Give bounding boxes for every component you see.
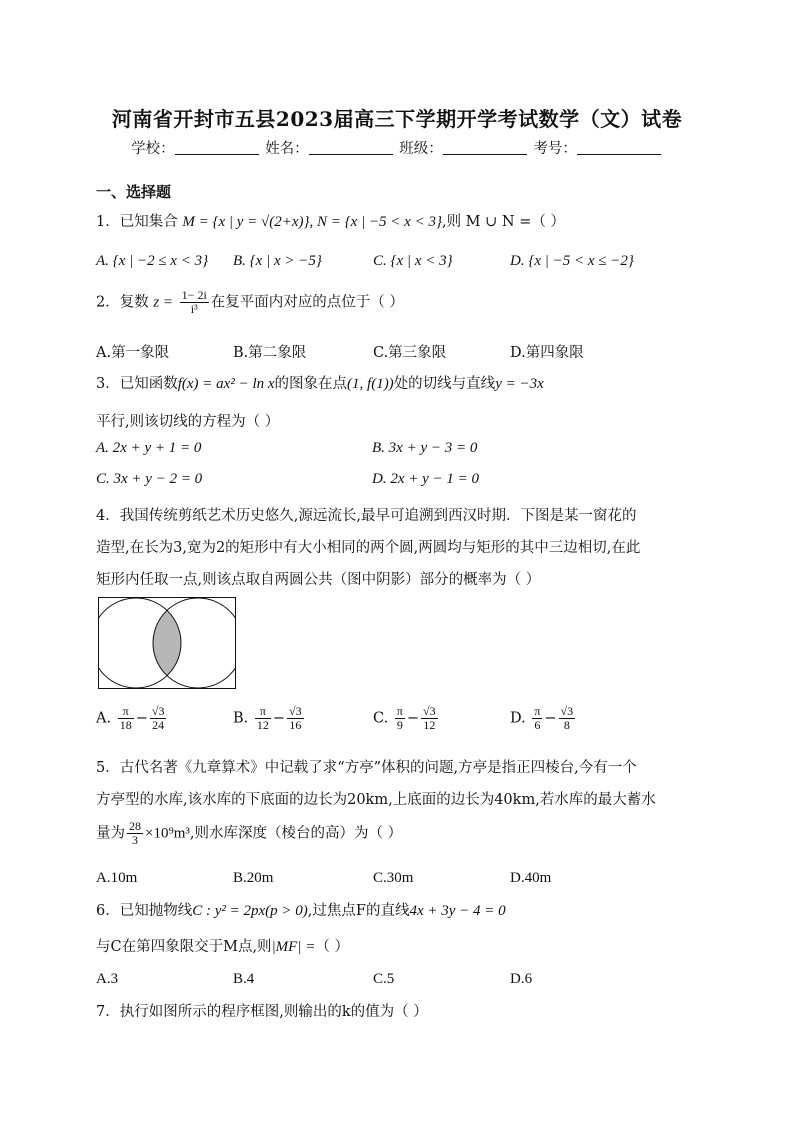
q6-number: 6．: [96, 903, 120, 919]
q3-text-a: 已知函数: [119, 376, 178, 392]
q6-option-a: A.3: [96, 971, 119, 987]
q6-stem-line2: [96, 935, 349, 956]
q4-c-num1: π: [396, 704, 403, 718]
q4-a-den2: 24: [152, 718, 165, 732]
q3-line: y = −3x: [495, 376, 544, 392]
q5-option-d: D.40m: [510, 870, 552, 886]
q1-option-c: C. {x | x < 3}: [373, 253, 453, 269]
q4-a-label: A.: [96, 710, 112, 727]
class-blank: [443, 140, 527, 155]
q5-text-a: 量为: [96, 825, 125, 842]
q4-b-num2: √3: [289, 704, 302, 718]
page-title: 河南省开封市五县2023届高三下学期开学考试数学（文）试卷: [111, 107, 683, 131]
q4-a-num1: π: [118, 705, 134, 719]
q4-option-a: A. $\frac{\pi}{18}$ − $\frac{√3}{24}$: [96, 704, 165, 732]
q5-volume: ×10⁹m³: [145, 825, 190, 842]
q2-stem: [96, 289, 404, 316]
q1-option-b: B. {x | x > −5}: [233, 253, 322, 269]
q5-line1-text: 古代名著《九章算术》中记载了求“方亭”体积的问题,方亭是指正四棱台,今有一个: [119, 760, 637, 776]
q6-stem-line1: [96, 899, 506, 920]
q4-a-num2: √3: [151, 704, 165, 718]
q5-frac-num: 28: [129, 819, 141, 833]
q3-option-a: A. 2x + y + 1 = 0: [96, 440, 202, 456]
q4-option-c: C. $\frac{\pi}{9}$ − $\frac{√3}{12}$: [373, 704, 436, 732]
q3-stem-line1: [96, 372, 544, 393]
q1-stem: [96, 210, 565, 231]
q6-option-c: C.5: [373, 971, 395, 987]
q1-option-d: D. {x | −5 < x ≤ −2}: [510, 253, 634, 269]
q6-text-b: ,过焦点F的直线: [307, 903, 410, 919]
q2-frac-den: i³: [190, 302, 198, 316]
q5-number: 5．: [96, 760, 120, 776]
q6-option-b: B.4: [233, 971, 255, 987]
q5-stem-line1: [96, 756, 637, 777]
q6-text-a: 已知抛物线: [119, 903, 193, 919]
q3-text-c: 处的切线与直线: [393, 376, 496, 392]
window-flower-figure: [98, 597, 236, 689]
q3-point: (1, f(1)): [347, 376, 394, 392]
q3-stem-line2: 平行,则该切线的方程为（ ）: [96, 414, 280, 430]
q3-option-b: B. 3x + y − 3 = 0: [372, 440, 478, 456]
q4-c-den1: 9: [396, 718, 403, 732]
q4-d-den2: 8: [563, 718, 570, 732]
q6-text-d: （ ）: [315, 939, 349, 955]
q7-number: 7．: [96, 1004, 120, 1020]
section-heading: 一、选择题: [96, 183, 172, 201]
q6-option-d: D.6: [510, 971, 533, 987]
q2-pre: 复数: [119, 294, 149, 311]
name-blank: [309, 140, 393, 155]
q3-function: f(x) = ax² − ln x: [177, 376, 275, 392]
q4-option-b: B. $\frac{\pi}{12}$ − $\frac{√3}{16}$: [233, 704, 302, 732]
school-blank: [175, 140, 259, 155]
q4-d-num1: π: [534, 704, 541, 718]
q1-set-n: , N = {x | −5 < x < 3}: [309, 214, 442, 230]
q6-line: 4x + 3y − 4 = 0: [409, 903, 506, 919]
q2-option-c: C.第三象限: [373, 345, 447, 361]
q5-frac-den: 3: [132, 833, 138, 847]
q2-z: z =: [153, 294, 174, 311]
q3-option-c: C. 3x + y − 2 = 0: [96, 471, 203, 487]
q2-fraction: [180, 289, 209, 316]
q5-text-c: ,则水库深度（棱台的高）为（ ）: [189, 825, 403, 842]
school-label: 学校：: [131, 141, 175, 157]
q4-stem-line3: 矩形内任取一点,则该点取自两圆公共（图中阴影）部分的概率为（ ）: [96, 572, 541, 588]
q2-frac-num: 1− 2i: [181, 288, 207, 302]
q1-number: 1．: [96, 214, 120, 230]
q2-tail: 在复平面内对应的点位于（ ）: [210, 294, 404, 311]
q4-option-d: D. $\frac{\pi}{6}$ − $\frac{√3}{8}$: [510, 704, 574, 732]
q5-option-a: A.10m: [96, 870, 138, 886]
q4-a-den1: 18: [119, 718, 132, 732]
q5-option-b: B.20m: [233, 870, 274, 886]
q5-stem-line3: [96, 820, 402, 847]
q6-parabola: C : y² = 2px(p > 0): [192, 903, 308, 919]
q3-number: 3．: [96, 376, 120, 392]
q4-stem-line2: 造型,在长为3,宽为2的矩形中有大小相同的两个圆,两圆均与矩形的其中三边相切,在此: [96, 540, 641, 556]
q3-option-d: D. 2x + y − 1 = 0: [372, 471, 480, 487]
q2-option-d: D.第四象限: [510, 345, 584, 361]
q7-stem: [96, 1000, 428, 1021]
q4-c-num2: √3: [423, 704, 436, 718]
name-label: 姓名：: [265, 141, 309, 157]
q4-b-den1: 12: [256, 718, 269, 732]
q3-text-b: 的图象在点: [274, 376, 348, 392]
q4-d-num2: √3: [560, 704, 574, 718]
q4-c-label: C.: [373, 710, 389, 727]
q2-number: 2．: [96, 294, 120, 311]
q4-d-den1: 6: [534, 718, 541, 732]
q2-option-b: B.第二象限: [233, 345, 307, 361]
q1-option-a: A. {x | −2 ≤ x < 3}: [96, 253, 209, 269]
id-blank: [577, 140, 661, 155]
q2-option-a: A.第一象限: [96, 345, 170, 361]
class-label: 班级：: [399, 141, 443, 157]
q4-b-num1: π: [255, 705, 271, 719]
q5-stem-line2: 方亭型的水库,该水库的下底面的边长为20km,上底面的边长为40km,若水库的最大蓄水: [96, 792, 656, 808]
q4-d-label: D.: [510, 710, 526, 727]
q1-set-m: M = {x | y = √(2+x)}: [182, 214, 310, 230]
q1-pre: 已知集合: [119, 214, 178, 230]
q6-text-c: 与C在第四象限交于M点,则: [96, 939, 272, 955]
q4-c-den2: 12: [423, 718, 436, 732]
q4-b-label: B.: [233, 710, 249, 727]
student-info-line: [0, 137, 794, 158]
q7-text: 执行如图所示的程序框图,则输出的k的值为（ ）: [119, 1004, 428, 1020]
q6-mf: |MF| =: [271, 939, 316, 955]
id-label: 考号：: [533, 141, 577, 157]
q1-tail: ,则 M ∪ N =（ ）: [441, 214, 565, 230]
q4-stem-line1: [96, 504, 636, 525]
q5-option-c: C.30m: [373, 870, 414, 886]
q4-number: 4．: [96, 508, 120, 524]
q5-fraction: [127, 820, 143, 847]
q4-b-den2: 16: [289, 718, 302, 732]
q4-line1-text: 我国传统剪纸艺术历史悠久,源远流长,最早可追溯到西汉时期．下图是某一窗花的: [119, 508, 637, 524]
